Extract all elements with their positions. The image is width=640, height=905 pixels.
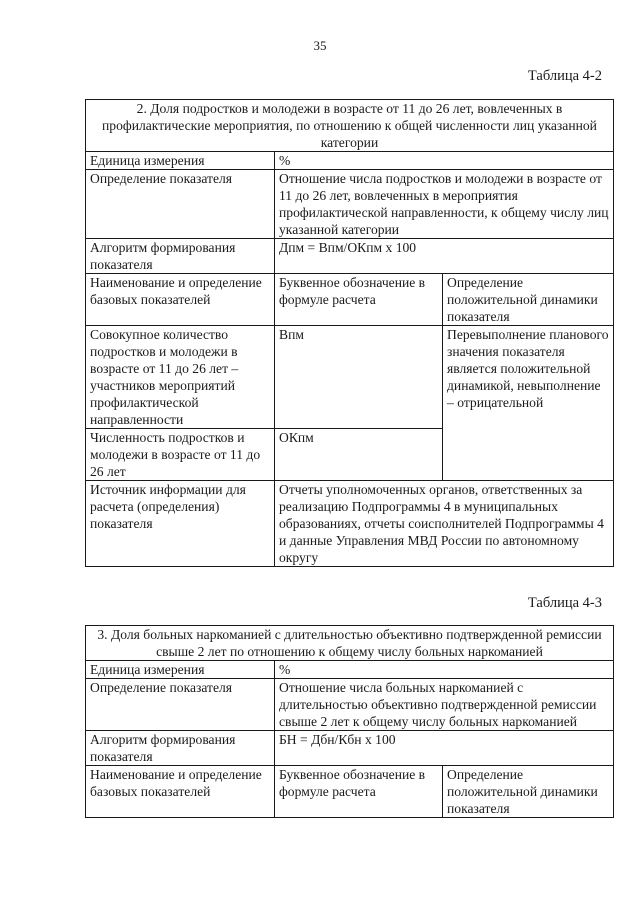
algorithm-value: Дпм = Впм/ОКпм х 100 [275,239,614,274]
unit-value: % [275,152,614,170]
base-header-symbol: Буквенное обозначение в формуле расчета [275,274,443,326]
base-header-name: Наименование и определение базовых показателей [86,274,275,326]
unit-value: % [275,661,614,679]
indicator-title: 2. Доля подростков и молодежи в возрасте от 11 до 26 лет, вовлеченных в профилактические мероприятия, по отношению к общей численности лиц указанной категории [86,100,614,152]
base-header-name: Наименование и определение базовых показателей [86,766,275,818]
base-header-dynamics: Определение положительной динамики показателя [443,274,614,326]
base-header-symbol: Буквенное обозначение в формуле расчета [275,766,443,818]
definition-label: Определение показателя [86,679,275,731]
table-row [86,274,614,326]
definition-label: Определение показателя [86,170,275,239]
table-row [86,626,614,661]
base-indicator-name: Численность подростков и молодежи в возрасте от 11 до 26 лет [86,429,275,481]
table-row [86,326,614,429]
table-row [86,731,614,766]
source-label: Источник информации для расчета (определения) показателя [86,481,275,567]
algorithm-value: БН = Дбн/Кбн х 100 [275,731,614,766]
table-4-3-label: Таблица 4-3 [527,595,602,611]
page-number: 35 [313,38,327,53]
definition-value: Отношение числа подростков и молодежи в возрасте от 11 до 26 лет, вовлеченных в мероприятия профилактической направленности, к общему числу лиц указанной категории [275,170,614,239]
table-row [86,239,614,274]
unit-label: Единица измерения [86,661,275,679]
base-indicator-symbol: Впм [275,326,443,429]
table-row [86,100,614,152]
table-row [86,679,614,731]
table-4-3 [85,625,614,818]
base-indicator-symbol: ОКпм [275,429,443,481]
algorithm-label: Алгоритм формирования показателя [86,731,275,766]
table-row [86,661,614,679]
table-row [86,170,614,239]
table-4-2 [85,99,614,567]
algorithm-label: Алгоритм формирования показателя [86,239,275,274]
dynamics-definition: Перевыполнение планового значения показателя является положительной динамикой, невыполнение – отрицательной [443,326,614,481]
indicator-title: 3. Доля больных наркоманией с длительностью объективно подтвержденной ремиссии свыше 2 лет по отношению к общему числу больных наркоманией [86,626,614,661]
table-row [86,481,614,567]
unit-label: Единица измерения [86,152,275,170]
table-row [86,766,614,818]
source-value: Отчеты уполномоченных органов, ответственных за реализацию Подпрограммы 4 в муниципальных образованиях, отчеты соисполнителей Подпрограммы 4 и данные Управления МВД России по автономному округу [275,481,614,567]
definition-value: Отношение числа больных наркоманией с длительностью объективно подтвержденной ремиссии свыше 2 лет к общему числу больных наркоманией [275,679,614,731]
base-header-dynamics: Определение положительной динамики показателя [443,766,614,818]
table-row [86,152,614,170]
base-indicator-name: Совокупное количество подростков и молодежи в возрасте от 11 до 26 лет – участников мероприятий профилактической направленности [86,326,275,429]
table-4-2-label: Таблица 4-2 [527,68,602,84]
